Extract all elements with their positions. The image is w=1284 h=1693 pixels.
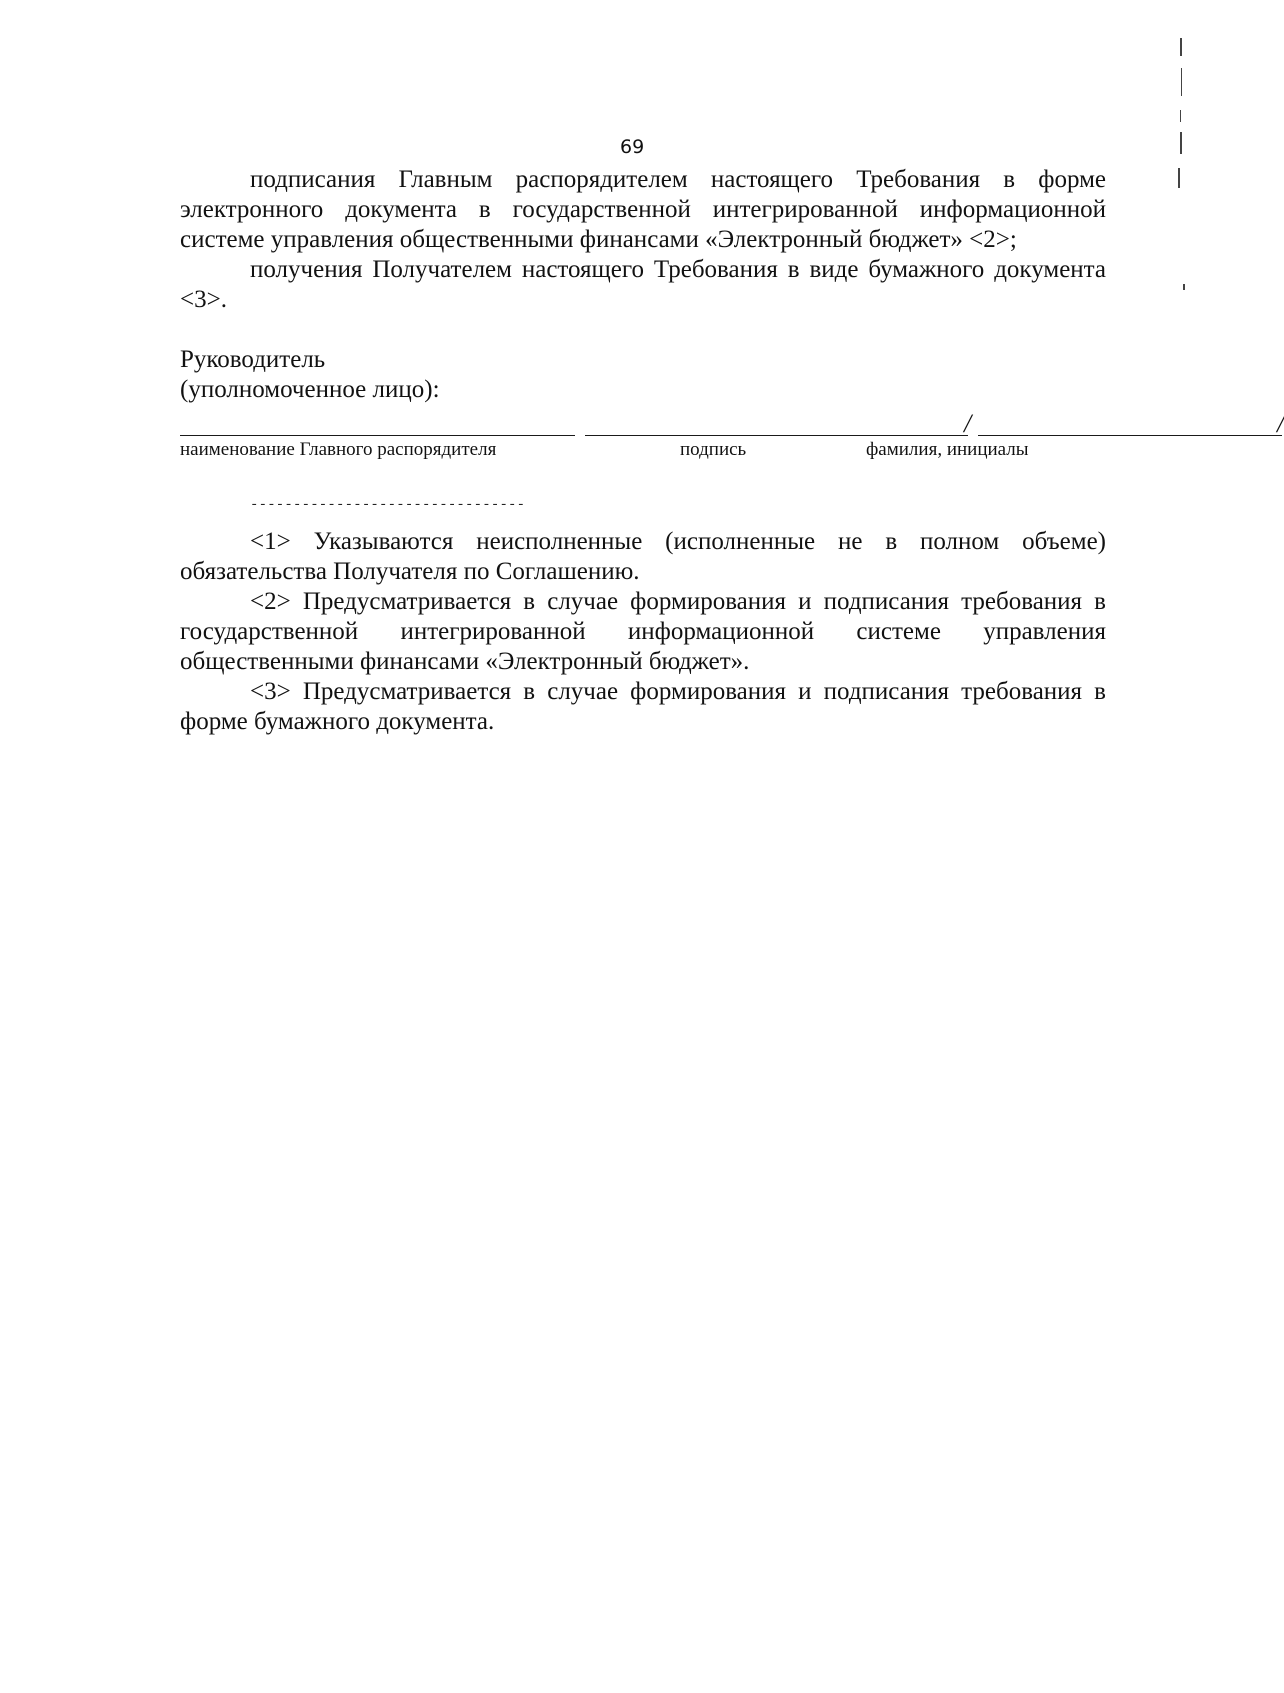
name-separator: / <box>1277 409 1284 438</box>
caption-org-name: наименование Главного распорядителя <box>180 439 497 460</box>
footnote-2: <2> Предусматривается в случае формирования и подписания требования в государственной интегрированной информационной системе управления общественными финансами «Электронный бюджет». <box>180 588 1106 675</box>
scan-edge-mark <box>1183 284 1185 290</box>
scan-edge-mark <box>1178 168 1180 188</box>
footnote-3: <3> Предусматривается в случае формирования и подписания требования в форме бумажного документа. <box>180 678 1106 735</box>
footnotes <box>180 527 1106 737</box>
paragraph-receipt-paper: получения Получателем настоящего Требования в виде бумажного документа <3>. <box>180 256 1106 313</box>
footnote-1: <1> Указываются неисполненные (исполненные не в полном объеме) обязательства Получателя по Соглашению. <box>180 528 1106 585</box>
signature-separator: / <box>964 409 972 438</box>
signature-lines <box>180 405 1284 465</box>
name-line <box>978 435 1282 436</box>
caption-signature: подпись <box>680 439 747 460</box>
signer-block <box>180 345 1106 405</box>
scan-edge-mark <box>1180 110 1181 122</box>
signer-title: Руководитель <box>180 346 326 373</box>
org-name-line <box>180 435 575 436</box>
signature-line <box>585 435 968 436</box>
scan-edge-mark <box>1180 132 1182 154</box>
caption-name: фамилия, инициалы <box>866 439 1029 460</box>
scan-edge-mark <box>1180 38 1182 56</box>
footnote-divider: -------------------------------- <box>250 497 526 513</box>
signer-subtitle: (уполномоченное лицо): <box>180 376 440 403</box>
intro-text <box>180 165 1106 315</box>
scan-edge-mark <box>1181 68 1182 96</box>
paragraph-signing-electronic: подписания Главным распорядителем настоящего Требования в форме электронного документа в государственной интегрированной информационной системе управления общественными финансами «Электронный бюджет» <2>; <box>180 166 1106 253</box>
page-number: 69 <box>620 136 645 158</box>
